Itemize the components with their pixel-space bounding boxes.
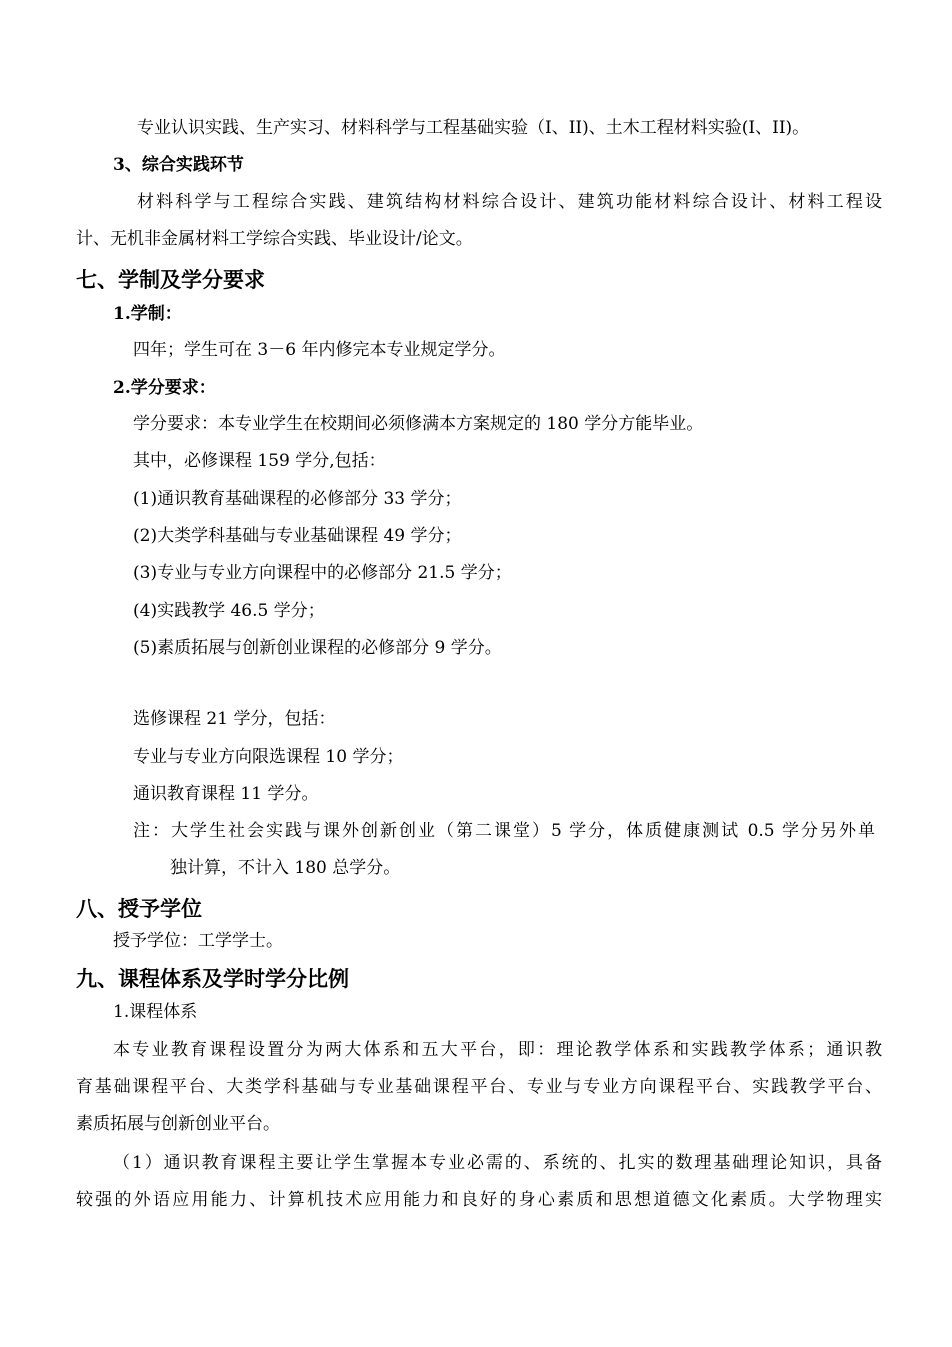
general-education-line-2: 较强的外语应用能力、计算机技术应用能力和良好的身心素质和思想道德文化素质。大学物理实 bbox=[76, 1190, 882, 1210]
major-elective-text: 专业与专业方向限选课程 10 学分； bbox=[133, 747, 404, 767]
list-item: (4)实践教学 46.5 学分； bbox=[133, 601, 325, 621]
general-education-text: 通识教育课程 11 学分。 bbox=[133, 784, 319, 804]
required-courses-text: 其中，必修课程 159 学分,包括： bbox=[133, 451, 386, 471]
degree-text: 授予学位：工学学士。 bbox=[113, 931, 283, 951]
school-system-text: 四年；学生可在 3－6 年内修完本专业规定学分。 bbox=[133, 340, 506, 360]
practice-line-1: 专业认识实践、生产实习、材料科学与工程基础实验（I、II)、土木工程材料实验(I、II)。 bbox=[137, 118, 810, 138]
credit-requirement-text: 学分要求：本专业学生在校期间必须修满本方案规定的 180 学分方能毕业。 bbox=[133, 414, 704, 434]
list-item: (1)通识教育基础课程的必修部分 33 学分； bbox=[133, 489, 462, 509]
section-heading-8: 八、授予学位 bbox=[76, 897, 202, 921]
section-heading-7: 七、学制及学分要求 bbox=[76, 268, 265, 292]
section-heading-9: 九、课程体系及学时学分比例 bbox=[76, 967, 349, 991]
list-item: (2)大类学科基础与专业基础课程 49 学分； bbox=[133, 526, 462, 546]
elective-courses-text: 选修课程 21 学分，包括： bbox=[133, 709, 336, 729]
list-item: (3)专业与专业方向课程中的必修部分 21.5 学分； bbox=[133, 563, 512, 583]
subheading-course-system: 1.课程体系 bbox=[113, 1002, 198, 1022]
subheading-credit-requirements: 2.学分要求： bbox=[113, 378, 216, 398]
note-line-2: 独计算，不计入 180 总学分。 bbox=[170, 858, 401, 878]
course-system-line-2: 育基础课程平台、大类学科基础与专业基础课程平台、专业与专业方向课程平台、实践教学平台、 bbox=[76, 1077, 882, 1097]
practice-line-3: 计、无机非金属材料工学综合实践、毕业设计/论文。 bbox=[76, 229, 473, 249]
list-item: (5)素质拓展与创新创业课程的必修部分 9 学分。 bbox=[133, 638, 502, 658]
note-line-1: 注：大学生社会实践与课外创新创业（第二课堂）5 学分，体质健康测试 0.5 学分另外单 bbox=[133, 821, 875, 841]
course-system-line-1: 本专业教育课程设置分为两大体系和五大平台，即：理论教学体系和实践教学体系；通识教 bbox=[113, 1040, 882, 1060]
heading-comprehensive-practice: 3、综合实践环节 bbox=[113, 155, 244, 175]
course-system-line-3: 素质拓展与创新创业平台。 bbox=[76, 1114, 280, 1134]
practice-line-2: 材料科学与工程综合实践、建筑结构材料综合设计、建筑功能材料综合设计、材料工程设 bbox=[137, 192, 882, 212]
general-education-line-1: （1）通识教育课程主要让学生掌握本专业必需的、系统的、扎实的数理基础理论知识，具备 bbox=[113, 1153, 882, 1173]
subheading-school-system: 1.学制： bbox=[113, 304, 182, 324]
